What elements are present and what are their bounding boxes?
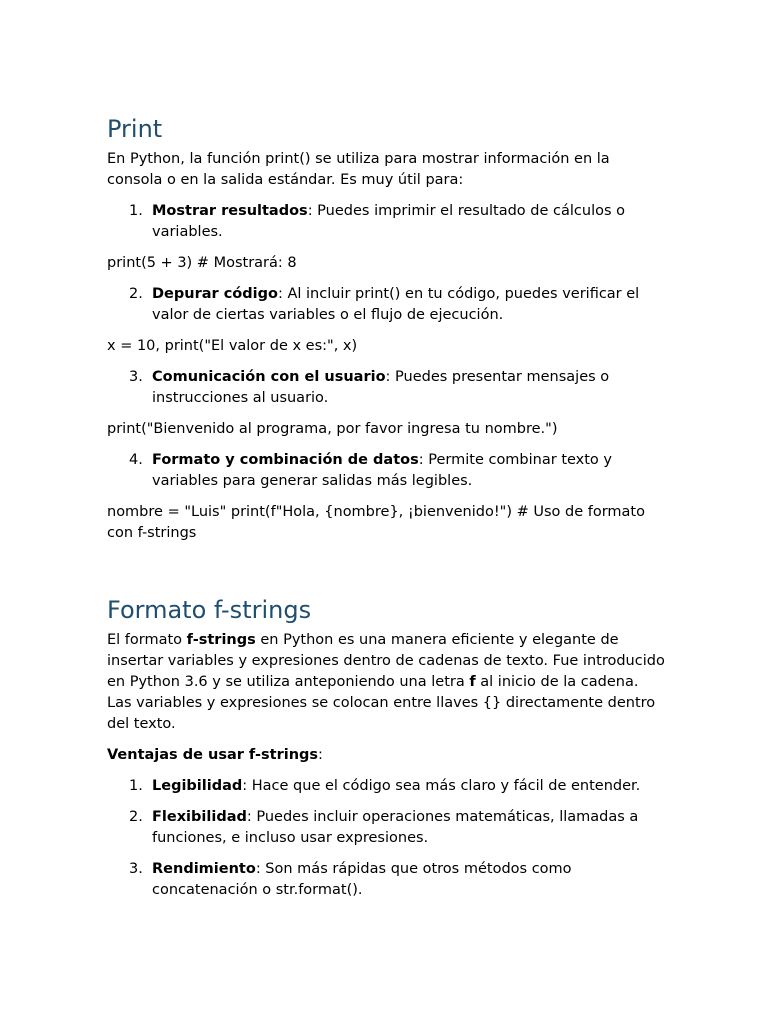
code-example: print(5 + 3) # Mostrará: 8 bbox=[107, 255, 297, 271]
list-item-text: : Al incluir print() en tu código, puedes verificar el valor de ciertas variables o el flujo de ejecución. bbox=[152, 286, 640, 323]
code-example: nombre = "Luis" print(f"Hola, {nombre}, ¡bienvenido!") # Uso de formato con f-strings bbox=[107, 504, 650, 541]
list-item-term: Rendimiento bbox=[152, 861, 256, 877]
print-uses-list-3 bbox=[107, 367, 667, 409]
list-item-text: : Permite combinar texto y variables para generar salidas más legibles. bbox=[152, 452, 612, 489]
list-item-text: : Puedes incluir operaciones matemáticas, llamadas a funciones, e incluso usar expresiones. bbox=[152, 809, 639, 846]
list-item bbox=[107, 776, 667, 797]
list-item-term: Legibilidad bbox=[152, 778, 243, 794]
list-item bbox=[107, 859, 667, 901]
list-number: 3. bbox=[129, 861, 143, 877]
intro-text: al inicio de la cadena. Las variables y expresiones se colocan entre llaves {} directamente dentro del texto. bbox=[107, 674, 656, 732]
list-item-term: Comunicación con el usuario bbox=[152, 369, 386, 385]
print-intro-paragraph: En Python, la función print() se utiliza para mostrar información en la consola o en la salida estándar. Es muy útil para: bbox=[107, 151, 610, 188]
print-uses-list-1 bbox=[107, 201, 667, 243]
print-uses-list-4 bbox=[107, 450, 667, 492]
list-item bbox=[107, 807, 667, 849]
list-number: 3. bbox=[129, 369, 143, 385]
list-item-text: : Hace que el código sea más claro y fácil de entender. bbox=[242, 778, 641, 794]
list-item bbox=[107, 450, 667, 492]
code-example: x = 10, print("El valor de x es:", x) bbox=[107, 338, 358, 354]
advantages-colon: : bbox=[318, 747, 323, 763]
list-item-term: Flexibilidad bbox=[152, 809, 247, 825]
list-item-text: : Puedes presentar mensajes o instrucciones al usuario. bbox=[152, 369, 610, 406]
list-item-text: : Puedes imprimir el resultado de cálculos o variables. bbox=[152, 203, 626, 240]
list-number: 2. bbox=[129, 286, 143, 302]
list-item bbox=[107, 201, 667, 243]
print-uses-list-2 bbox=[107, 284, 667, 326]
list-number: 4. bbox=[129, 452, 143, 468]
section-title-fstrings: Formato f-strings bbox=[107, 596, 312, 624]
document-page bbox=[107, 113, 667, 911]
list-item bbox=[107, 284, 667, 326]
list-item bbox=[107, 367, 667, 409]
list-number: 2. bbox=[129, 809, 143, 825]
list-number: 1. bbox=[129, 203, 143, 219]
list-item-term: Formato y combinación de datos bbox=[152, 452, 419, 468]
fstrings-intro-paragraph bbox=[107, 630, 667, 735]
list-item-text: : Son más rápidas que otros métodos como concatenación o str.format(). bbox=[152, 861, 572, 898]
intro-text: El formato bbox=[107, 632, 187, 648]
advantages-heading: Ventajas de usar f-strings bbox=[107, 747, 319, 763]
advantages-list bbox=[107, 776, 667, 901]
intro-bold-f: f bbox=[469, 674, 476, 690]
intro-text: en Python es una manera eficiente y elegante de insertar variables y expresiones dentro de cadenas de texto. Fue introducido en Python 3.6 y se utiliza anteponiendo una letra bbox=[107, 632, 665, 690]
code-example: print("Bienvenido al programa, por favor ingresa tu nombre.") bbox=[107, 421, 558, 437]
intro-bold-fstrings: f-strings bbox=[186, 632, 256, 648]
list-number: 1. bbox=[129, 778, 143, 794]
advantages-heading-line bbox=[107, 745, 667, 766]
section-title-print: Print bbox=[107, 115, 163, 143]
list-item-term: Depurar código bbox=[152, 286, 278, 302]
list-item-term: Mostrar resultados bbox=[152, 203, 308, 219]
